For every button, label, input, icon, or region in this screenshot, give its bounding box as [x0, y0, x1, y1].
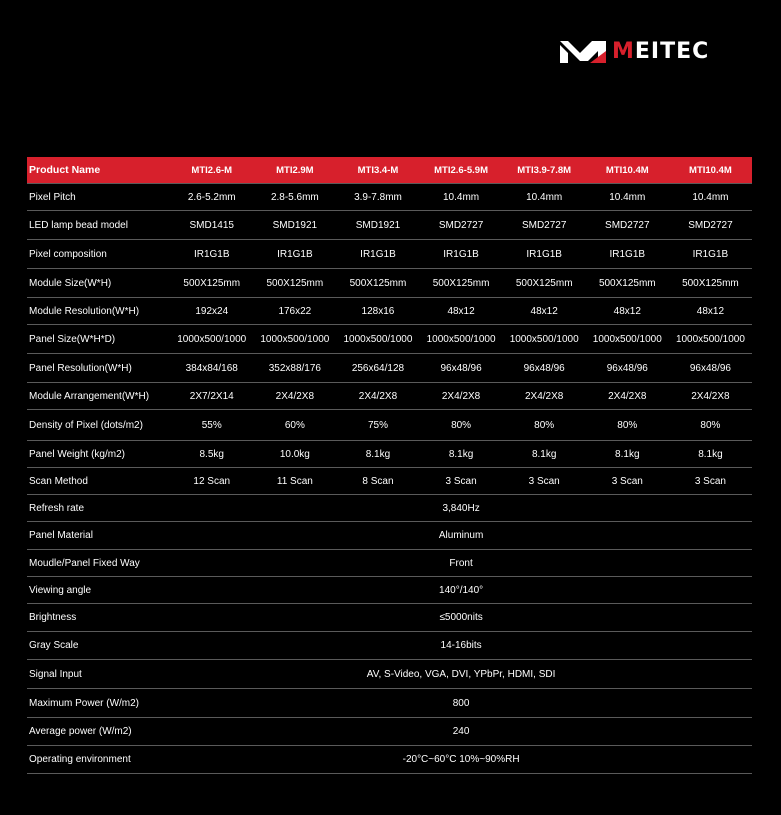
table-row [27, 184, 752, 211]
cell-value: 2X4/2X8 [586, 383, 669, 410]
cell-value: 3 Scan [420, 468, 503, 495]
cell-value: 96x48/96 [669, 354, 752, 383]
cell-value: IR1G1B [420, 240, 503, 269]
shared-value: 140°/140° [170, 577, 752, 604]
cell-value: 3 Scan [669, 468, 752, 495]
cell-value: 1000x500/1000 [253, 325, 336, 354]
row-label: Density of Pixel (dots/m2) [27, 410, 170, 441]
cell-value: IR1G1B [669, 240, 752, 269]
cell-value: 352x88/176 [253, 354, 336, 383]
row-label: Viewing angle [27, 577, 170, 604]
brand-name-rest: EITEC [634, 39, 710, 64]
shared-value: 800 [170, 689, 752, 718]
cell-value: 2.6-5.2mm [170, 184, 253, 211]
header-model: MTI10.4M [586, 157, 669, 184]
cell-value: 10.4mm [420, 184, 503, 211]
table-row-shared [27, 522, 752, 550]
cell-value: 10.4mm [503, 184, 586, 211]
row-label: Module Arrangement(W*H) [27, 383, 170, 410]
cell-value: 2X4/2X8 [253, 383, 336, 410]
table-row [27, 269, 752, 298]
cell-value: 48x12 [669, 298, 752, 325]
row-label: Pixel Pitch [27, 184, 170, 211]
cell-value: 1000x500/1000 [503, 325, 586, 354]
table-row-shared [27, 689, 752, 718]
cell-value: 2X7/2X14 [170, 383, 253, 410]
cell-value: 96x48/96 [420, 354, 503, 383]
cell-value: 8.1kg [420, 441, 503, 468]
cell-value: 2.8-5.6mm [253, 184, 336, 211]
table-row [27, 325, 752, 354]
row-label: Operating environment [27, 746, 170, 774]
cell-value: 256x64/128 [336, 354, 419, 383]
cell-value: 500X125mm [420, 269, 503, 298]
cell-value: IR1G1B [336, 240, 419, 269]
table-row-shared [27, 746, 752, 774]
cell-value: 2X4/2X8 [336, 383, 419, 410]
cell-value: 500X125mm [669, 269, 752, 298]
header-model: MTI2.6-5.9M [420, 157, 503, 184]
table-row [27, 468, 752, 495]
cell-value: SMD2727 [420, 211, 503, 240]
cell-value: 75% [336, 410, 419, 441]
shared-value: Front [170, 550, 752, 577]
row-label: Panel Size(W*H*D) [27, 325, 170, 354]
table-row [27, 410, 752, 441]
cell-value: 500X125mm [253, 269, 336, 298]
row-label: Average power (W/m2) [27, 718, 170, 746]
cell-value: 2X4/2X8 [669, 383, 752, 410]
shared-value: 14-16bits [170, 632, 752, 660]
cell-value: 8.1kg [503, 441, 586, 468]
cell-value: 1000x500/1000 [170, 325, 253, 354]
cell-value: 80% [420, 410, 503, 441]
row-label: Gray Scale [27, 632, 170, 660]
row-label: Panel Weight (kg/m2) [27, 441, 170, 468]
table-row-shared [27, 495, 752, 522]
shared-value: 3,840Hz [170, 495, 752, 522]
header-model: MTI10.4M [669, 157, 752, 184]
cell-value: 80% [669, 410, 752, 441]
row-label: Signal Input [27, 660, 170, 689]
table-row [27, 298, 752, 325]
cell-value: 96x48/96 [503, 354, 586, 383]
cell-value: 12 Scan [170, 468, 253, 495]
cell-value: 8 Scan [336, 468, 419, 495]
table-row [27, 441, 752, 468]
cell-value: 11 Scan [253, 468, 336, 495]
table-row-shared [27, 660, 752, 689]
table-row-shared [27, 577, 752, 604]
table-row [27, 211, 752, 240]
cell-value: 176x22 [253, 298, 336, 325]
shared-value: -20°C~60°C 10%~90%RH [170, 746, 752, 774]
cell-value: 3 Scan [503, 468, 586, 495]
cell-value: 8.1kg [336, 441, 419, 468]
brand-name [612, 36, 709, 68]
table-row-shared [27, 718, 752, 746]
spec-table [27, 157, 752, 774]
cell-value: IR1G1B [170, 240, 253, 269]
cell-value: 500X125mm [503, 269, 586, 298]
cell-value: SMD2727 [586, 211, 669, 240]
row-label: Module Size(W*H) [27, 269, 170, 298]
spec-table-body [27, 184, 752, 774]
cell-value: SMD2727 [669, 211, 752, 240]
cell-value: 1000x500/1000 [586, 325, 669, 354]
brand-logo [560, 36, 709, 68]
row-label: LED lamp bead model [27, 211, 170, 240]
table-row [27, 240, 752, 269]
brand-name-first-letter: M [612, 39, 635, 64]
shared-value: ≤5000nits [170, 604, 752, 632]
row-label: Scan Method [27, 468, 170, 495]
cell-value: 8.1kg [669, 441, 752, 468]
cell-value: 1000x500/1000 [420, 325, 503, 354]
shared-value: 240 [170, 718, 752, 746]
row-label: Pixel composition [27, 240, 170, 269]
cell-value: IR1G1B [503, 240, 586, 269]
row-label: Brightness [27, 604, 170, 632]
cell-value: SMD1921 [336, 211, 419, 240]
row-label: Module Resolution(W*H) [27, 298, 170, 325]
cell-value: 1000x500/1000 [669, 325, 752, 354]
cell-value: 48x12 [586, 298, 669, 325]
cell-value: 60% [253, 410, 336, 441]
header-model: MTI2.6-M [170, 157, 253, 184]
header-model: MTI2.9M [253, 157, 336, 184]
cell-value: 48x12 [420, 298, 503, 325]
cell-value: 2X4/2X8 [420, 383, 503, 410]
row-label: Panel Resolution(W*H) [27, 354, 170, 383]
cell-value: 10.4mm [586, 184, 669, 211]
cell-value: 500X125mm [336, 269, 419, 298]
header-model: MTI3.4-M [336, 157, 419, 184]
row-label: Refresh rate [27, 495, 170, 522]
shared-value: Aluminum [170, 522, 752, 550]
cell-value: 192x24 [170, 298, 253, 325]
cell-value: 8.1kg [586, 441, 669, 468]
table-header-row [27, 157, 752, 184]
table-row-shared [27, 632, 752, 660]
cell-value: 500X125mm [586, 269, 669, 298]
table-row-shared [27, 550, 752, 577]
cell-value: 128x16 [336, 298, 419, 325]
cell-value: 48x12 [503, 298, 586, 325]
cell-value: SMD1415 [170, 211, 253, 240]
cell-value: 2X4/2X8 [503, 383, 586, 410]
cell-value: 500X125mm [170, 269, 253, 298]
cell-value: IR1G1B [253, 240, 336, 269]
cell-value: 10.0kg [253, 441, 336, 468]
cell-value: SMD1921 [253, 211, 336, 240]
meitec-logo-icon [560, 37, 606, 67]
cell-value: 384x84/168 [170, 354, 253, 383]
cell-value: SMD2727 [503, 211, 586, 240]
header-product-name: Product Name [27, 157, 170, 184]
cell-value: 3 Scan [586, 468, 669, 495]
cell-value: 55% [170, 410, 253, 441]
row-label: Panel Material [27, 522, 170, 550]
cell-value: 80% [586, 410, 669, 441]
table-row [27, 383, 752, 410]
shared-value: AV, S-Video, VGA, DVI, YPbPr, HDMI, SDI [170, 660, 752, 689]
cell-value: 96x48/96 [586, 354, 669, 383]
header-model: MTI3.9-7.8M [503, 157, 586, 184]
cell-value: 3.9-7.8mm [336, 184, 419, 211]
row-label: Moudle/Panel Fixed Way [27, 550, 170, 577]
table-row-shared [27, 604, 752, 632]
cell-value: 10.4mm [669, 184, 752, 211]
cell-value: 1000x500/1000 [336, 325, 419, 354]
cell-value: 8.5kg [170, 441, 253, 468]
row-label: Maximum Power (W/m2) [27, 689, 170, 718]
table-row [27, 354, 752, 383]
cell-value: 80% [503, 410, 586, 441]
cell-value: IR1G1B [586, 240, 669, 269]
